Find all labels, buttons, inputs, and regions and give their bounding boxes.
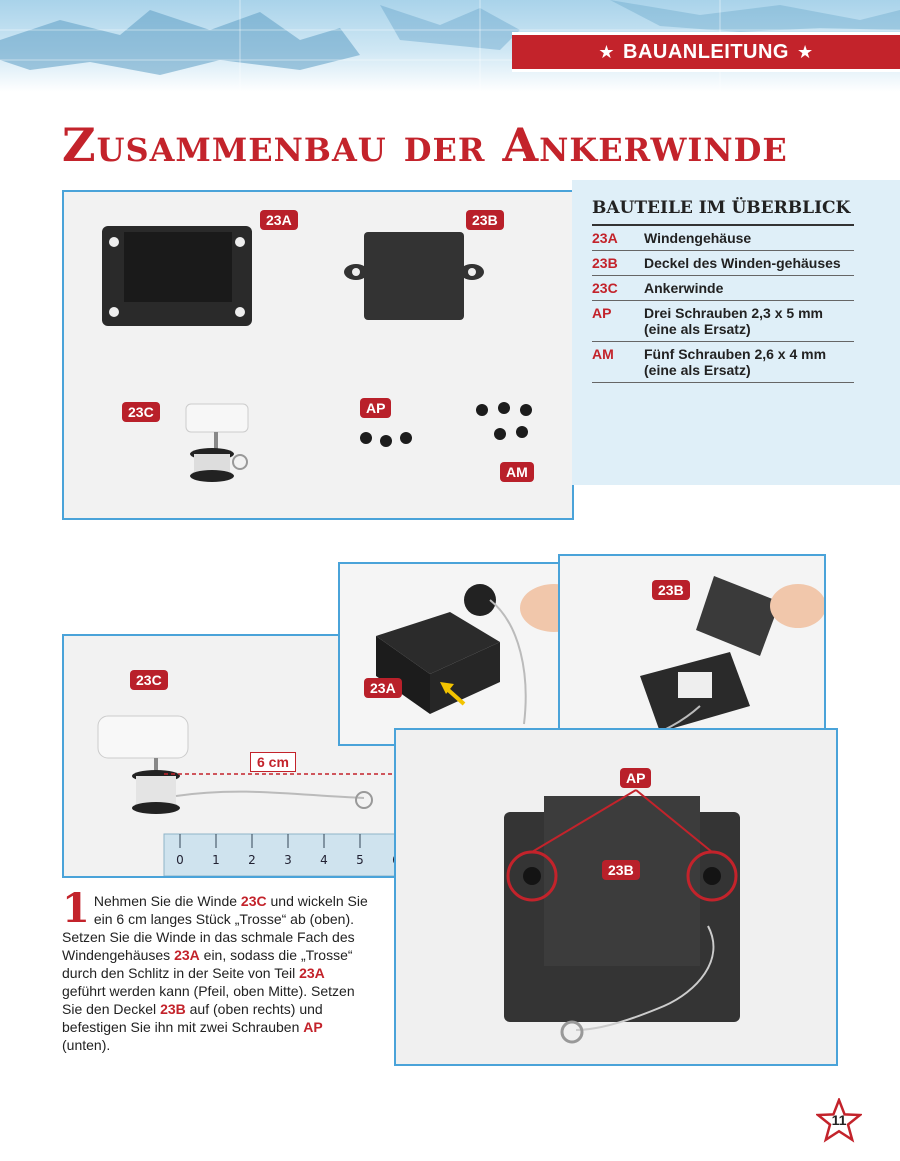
instruction-text-part: Nehmen Sie die Winde (93, 893, 241, 909)
part-code: 23C (592, 280, 618, 296)
part-description: Deckel des Winden-gehäuses (644, 255, 841, 271)
page-title: Zusammenbau der Ankerwinde (62, 118, 788, 172)
parts-overview-table (592, 198, 854, 383)
part-tag-23C: 23C (122, 402, 160, 422)
ruler-number-5: 5 (356, 853, 364, 867)
step-tag-AP: AP (620, 768, 651, 788)
part-description: Fünf Schrauben 2,6 x 4 mm (eine als Ersatz) (644, 346, 827, 378)
part-description: Windengehäuse (644, 230, 752, 246)
parts-row (592, 301, 854, 342)
ruler-number-2: 2 (248, 853, 256, 867)
instruction-part-ref: AP (303, 1019, 323, 1035)
banner-label: BAUANLEITUNG (623, 40, 789, 63)
housing-insert-photo (338, 562, 594, 746)
part-code: AM (592, 346, 614, 362)
section-banner (512, 32, 900, 72)
parts-row (592, 342, 854, 383)
housing-illustration (340, 564, 592, 744)
part-code: AP (592, 305, 612, 321)
part-tag-23B: 23B (466, 210, 504, 230)
parts-overview-photo (62, 190, 574, 520)
part-tag-23A: 23A (260, 210, 298, 230)
part-code: 23B (592, 255, 618, 271)
step-number: 1 (62, 885, 90, 932)
instruction-text-part: geführt werden kann (Pfeil, oben Mitte). Setzen Sie den Deckel (62, 983, 355, 1017)
ruler-number-0: 0 (176, 853, 184, 867)
ruler-number-1: 1 (212, 853, 220, 867)
instruction-part-ref: 23A (299, 965, 325, 981)
instruction-text-part: auf (oben rechts) und befestigen Sie ihn mit zwei Schrauben (62, 1001, 323, 1035)
ruler-number-3: 3 (284, 853, 292, 867)
instruction-text-part: ein, sodass die „Trosse“ durch den Schlitz in der Seite von Teil (62, 947, 353, 981)
instruction-text (62, 885, 372, 1054)
part-tag-AP: AP (360, 398, 391, 418)
page-number: 11 (831, 1112, 847, 1128)
screwed-assembly-photo (394, 728, 838, 1066)
assembly-illustration (396, 730, 836, 1064)
ruler-number-4: 4 (320, 853, 328, 867)
part-tag-AM: AM (500, 462, 534, 482)
parts-illustration (64, 192, 572, 518)
page-number-badge (816, 1098, 862, 1144)
step-tag-23B: 23B (652, 580, 690, 600)
parts-row (592, 251, 854, 276)
map-header (0, 0, 900, 92)
parts-row (592, 226, 854, 251)
parts-heading: BAUTEILE IM ÜBERBLICK (592, 198, 854, 226)
instruction-part-ref: 23B (160, 1001, 186, 1017)
instruction-text-part: (unten). (62, 1037, 111, 1053)
measure-label: 6 cm (250, 752, 296, 772)
step-tag-23A: 23A (364, 678, 402, 698)
part-description: Ankerwinde (644, 280, 724, 296)
part-description: Drei Schrauben 2,3 x 5 mm (eine als Ersatz) (644, 305, 823, 337)
step-tag-23C: 23C (130, 670, 168, 690)
star-icon: ★ (797, 41, 814, 62)
instruction-part-ref: 23A (174, 947, 200, 963)
star-icon: ★ (598, 41, 615, 62)
part-code: 23A (592, 230, 618, 246)
instruction-text-part: und wickeln Sie ein 6 cm langes Stück „Trosse“ ab (oben). Setzen Sie die Winde in das schmale Fach des Windengehäuses (62, 893, 368, 963)
parts-row (592, 276, 854, 301)
instruction-part-ref: 23C (240, 893, 267, 909)
step-tag-23B-lower: 23B (602, 860, 640, 880)
